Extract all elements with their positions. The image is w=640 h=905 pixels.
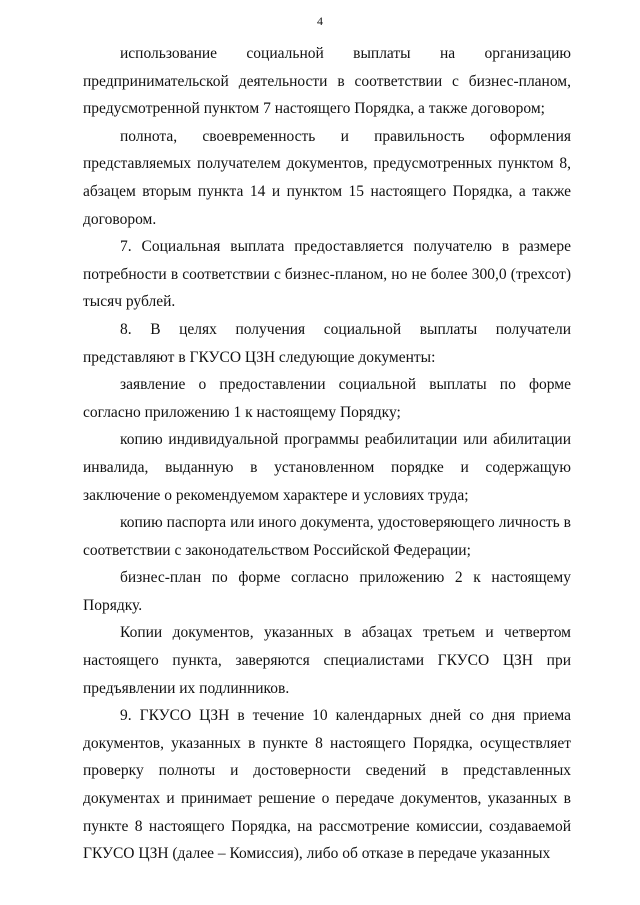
paragraph: Копии документов, указанных в абзацах третьем и четвертом настоящего пункта, заверяются специалистами ГКУСО ЦЗН при предъявлении их подлинников. <box>83 624 571 697</box>
paragraph: 7. Социальная выплата предоставляется получателю в размере потребности в соответствии с бизнес-планом, но не более 300,0 (трехсот) тысяч рублей. <box>83 238 571 311</box>
paragraph: бизнес-план по форме согласно приложению 2 к настоящему Порядку. <box>83 569 571 614</box>
paragraph: использование социальной выплаты на организацию предпринимательской деятельности в соответствии с бизнес-планом, предусмотренной пунктом 7 настоящего Порядка, а также договором; <box>83 45 571 118</box>
paragraph: 9. ГКУСО ЦЗН в течение 10 календарных дней со дня приема документов, указанных в пункте 8 настоящего Порядка, осуществляет проверку полноты и достоверности сведений в представленных документах и принимает решение о передаче документов, указанных в пункте 8 настоящего Порядка, на рассмотрение комиссии, создаваемой ГКУСО ЦЗН (далее – Комиссия), либо об отказе в передаче указанных <box>83 707 571 863</box>
page-number: 4 <box>317 14 323 28</box>
paragraph: копию индивидуальной программы реабилитации или абилитации инвалида, выданную в установленном порядке и содержащую заключение о рекомендуемом характере и условиях труда; <box>83 431 571 504</box>
paragraph: заявление о предоставлении социальной выплаты по форме согласно приложению 1 к настоящему Порядку; <box>83 376 571 421</box>
document-body <box>83 40 571 868</box>
paragraph: копию паспорта или иного документа, удостоверяющего личность в соответствии с законодательством Российской Федерации; <box>83 514 571 559</box>
paragraph: полнота, своевременность и правильность оформления представляемых получателем документов, предусмотренных пунктом 8, абзацем вторым пункта 14 и пунктом 15 настоящего Порядка, а также договором. <box>83 127 571 228</box>
paragraph: 8. В целях получения социальной выплаты получатели представляют в ГКУСО ЦЗН следующие документы: <box>83 320 571 366</box>
